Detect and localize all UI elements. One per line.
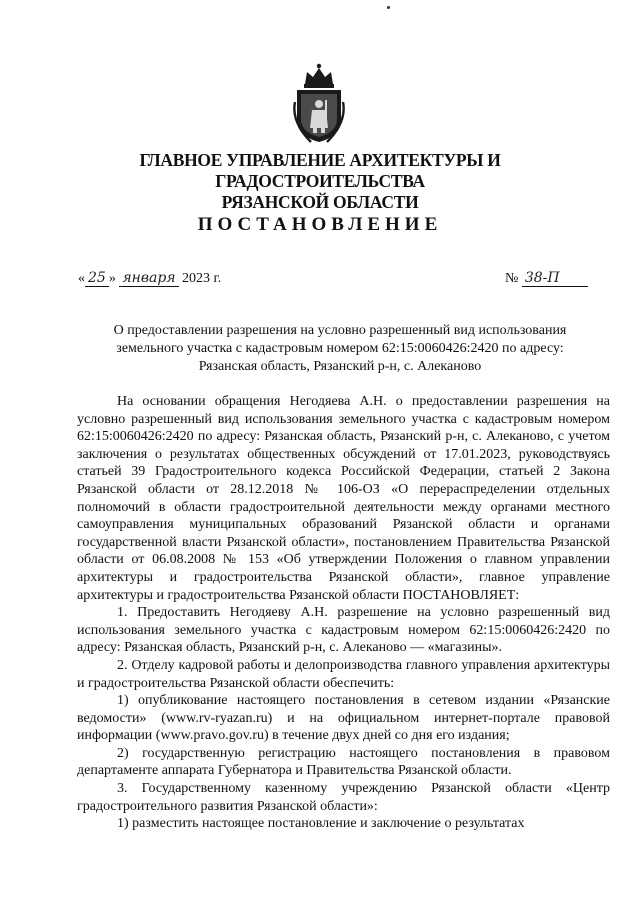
document-subject bbox=[80, 322, 600, 376]
document-body bbox=[77, 393, 610, 833]
document-type-heading: ПОСТАНОВЛЕНИЕ bbox=[197, 214, 443, 235]
date-month-handwritten: января bbox=[119, 270, 178, 287]
subject-line: Рязанская область, Рязанский р-н, с. Алеканово bbox=[198, 359, 482, 374]
date-year: 2023 г. bbox=[182, 271, 222, 286]
body-paragraph-item-2-2: 2) государственную регистрацию настоящего постановления в правовом департаменте аппарата Губернатора и Правительства Рязанской области. bbox=[77, 745, 610, 779]
subject-line: О предоставлении разрешения на условно разрешенный вид использования bbox=[113, 323, 567, 338]
body-paragraph-item-2-1: 1) опубликование настоящего постановления в сетевом издании «Рязанские ведомости» (www.rv-ryazan.ru) и на официальном интернет-портале правовой информации (www.pravo.gov.ru) в течение двух дней со дня его издания; bbox=[77, 693, 610, 744]
organization-title-line2: РЯЗАНСКОЙ ОБЛАСТИ bbox=[221, 192, 419, 212]
body-paragraph-item-1: 1. Предоставить Негодяеву А.Н. разрешение на условно разрешенный вид использования земельного участка с кадастровым номером 62:15:0060426:2420 по адресу: Рязанская область, Рязанский р-н, с. Алеканово — «магазины». bbox=[77, 605, 610, 656]
body-paragraph-item-3: 3. Государственному казенному учреждению Рязанской области «Центр градостроительного развития Рязанской области»: bbox=[77, 781, 610, 814]
number-value-handwritten: 38-П bbox=[522, 270, 588, 287]
organization-title bbox=[40, 150, 600, 213]
body-paragraph-preamble: На основании обращения Негодяева А.Н. о предоставлении разрешения на условно разрешенный вид использования земельного участка с кадастровым номером 62:15:0060426:2420 по адресу: Рязанская область, Рязанский р-н, с. Алеканово, с учетом заключения о результатах общественных обсуждений от 17.01.2023, руководствуясь статьей 39 Градостроительного кодекса Российской Федерации, статьей 2 Закона Рязанской области от 28.12.2018 № 106-ОЗ «О перераспределении отдельных полномочий в области градостроительной деятельности между органами местного самоуправления муниципальных образований Рязанской области и органами государственной власти Рязанской области», постановлением Правительства Рязанской области от 06.08.2008 № 153 «Об утверждении Положения о главном управлении архитектуры и градостроительства Рязанской области», главное управление архитектуры и градостроительства Рязанской области ПОСТАНОВЛЯЕТ: bbox=[77, 394, 610, 603]
subject-line: земельного участка с кадастровым номером 62:15:0060426:2420 по адресу: bbox=[116, 341, 564, 356]
date-close-quote: » bbox=[108, 271, 116, 286]
number-prefix: № bbox=[505, 271, 519, 286]
document-date bbox=[78, 270, 221, 287]
body-paragraph-item-2: 2. Отделу кадровой работы и делопроизводства главного управления архитектуры и градостроительства Рязанской области обеспечить: bbox=[77, 657, 610, 691]
date-day-handwritten: 25 bbox=[85, 270, 109, 287]
scan-speck bbox=[387, 6, 390, 9]
body-paragraph-item-3-1: 1) разместить настоящее постановление и заключение о результатах bbox=[117, 816, 525, 832]
date-open-quote: « bbox=[78, 271, 85, 286]
coat-of-arms-emblem bbox=[291, 62, 347, 144]
document-number bbox=[505, 270, 588, 287]
organization-title-line1: ГЛАВНОЕ УПРАВЛЕНИЕ АРХИТЕКТУРЫ И ГРАДОСТРОИТЕЛЬСТВА bbox=[139, 150, 501, 191]
